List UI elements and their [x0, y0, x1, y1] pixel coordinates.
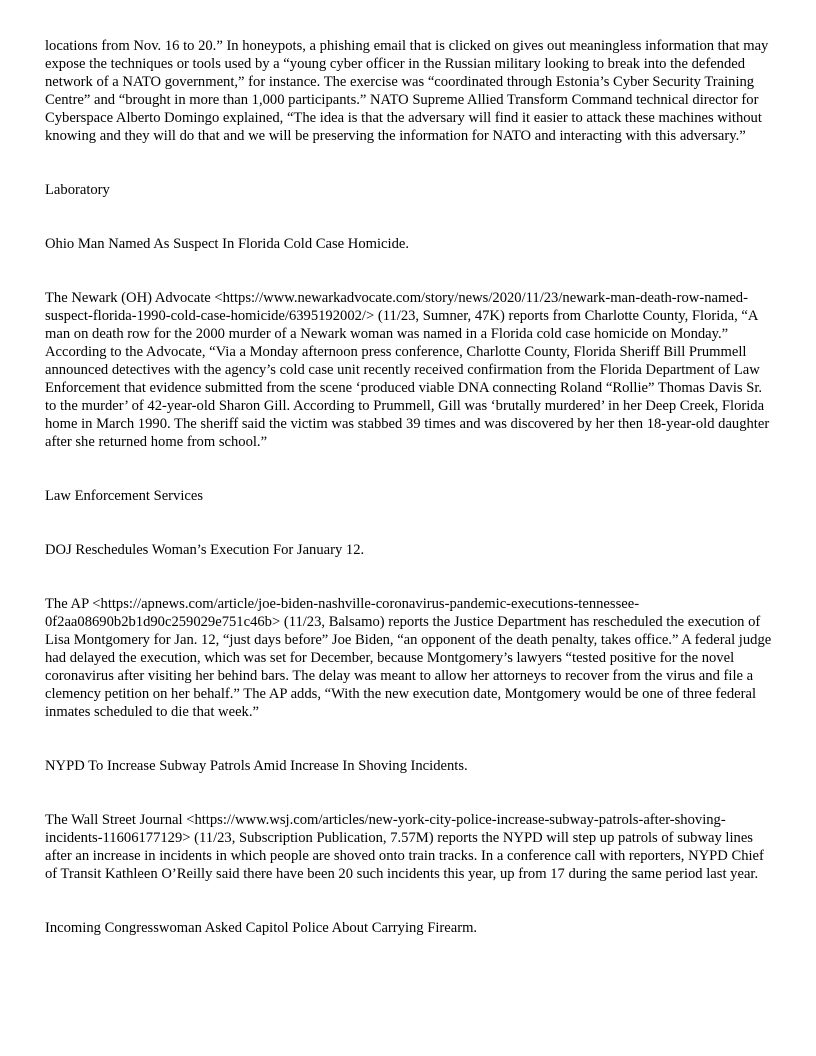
- section-heading-laboratory: Laboratory: [45, 182, 110, 198]
- article-headline-ohio-man: Ohio Man Named As Suspect In Florida Cold Case Homicide.: [45, 236, 409, 252]
- spacer: [45, 505, 775, 541]
- spacer: [45, 721, 775, 757]
- spacer: [45, 883, 775, 919]
- spacer: [45, 559, 775, 595]
- article-headline-nypd: NYPD To Increase Subway Patrols Amid Increase In Shoving Incidents.: [45, 758, 468, 774]
- section-heading-law-enforcement: Law Enforcement Services: [45, 488, 204, 504]
- document-page: [45, 37, 775, 937]
- article-paragraph-ap: The AP <https://apnews.com/article/joe-biden-nashville-coronavirus-pandemic-executions-tennessee-0f2aa08690b2b1d90c259029e751c46b> (11/23, Balsamo) reports the Justice Department has rescheduled the execution of Lisa Montgomery for Jan. 12, “just days before” Joe Biden, “an opponent of the death penalty, takes office.” A federal judge had delayed the execution, which was set for December, because Montgomery’s lawyers “tested positive for the novel coronavirus after visiting her behind bars. The delay was meant to allow her attorneys to recover from the virus and file a clemency petition on her behalf.” The AP adds, “With the new execution date, Montgomery would be one of three federal inmates scheduled to die that week.”: [45, 596, 772, 720]
- article-paragraph-wsj: The Wall Street Journal <https://www.wsj.com/articles/new-york-city-police-increase-subway-patrols-after-shoving-incidents-11606177129> (11/23, Subscription Publication, 7.57M) reports the NYPD will step up patrols of subway lines after an increase in incidents in which people are shoved onto train tracks. In a conference call with reporters, NYPD Chief of Transit Kathleen O’Reilly said there have been 20 such incidents this year, up from 17 during the same period last year.: [45, 812, 764, 882]
- article-headline-congresswoman: Incoming Congresswoman Asked Capitol Police About Carrying Firearm.: [45, 920, 478, 936]
- spacer: [45, 253, 775, 289]
- spacer: [45, 775, 775, 811]
- article-paragraph-honeypots: locations from Nov. 16 to 20.” In honeypots, a phishing email that is clicked on gives out meaningless information that may expose the techniques or tools used by a “young cyber officer in the Russian military looking to break into the defended network of a NATO government,” for instance. The exercise was “coordinated through Estonia’s Cyber Security Training Centre” and “brought in more than 1,000 participants.” NATO Supreme Allied Transform Command technical director for Cyberspace Alberto Domingo explained, “The idea is that the adversary will find it easier to attack these machines without knowing and they will do that and we will be preserving the information for NATO and interacting with this adversary.”: [45, 38, 769, 144]
- spacer: [45, 145, 775, 181]
- spacer: [45, 451, 775, 487]
- article-headline-doj-execution: DOJ Reschedules Woman’s Execution For January 12.: [45, 542, 365, 558]
- spacer: [45, 199, 775, 235]
- article-paragraph-newark-advocate: The Newark (OH) Advocate <https://www.newarkadvocate.com/story/news/2020/11/23/newark-man-death-row-named-suspect-florida-1990-cold-case-homicide/6395192002/> (11/23, Sumner, 47K) reports from Charlotte County, Florida, “A man on death row for the 2000 murder of a Newark woman was named in a Florida cold case homicide on Monday.” According to the Advocate, “Via a Monday afternoon press conference, Charlotte County, Florida Sheriff Bill Prummell announced detectives with the agency’s cold case unit recently received confirmation from the Florida Department of Law Enforcement that evidence submitted from the scene ‘produced viable DNA connecting Roland “Rollie” Thomas Davis Sr. to the murder’ of 42-year-old Sharon Gill. According to Prummell, Gill was ‘brutally murdered’ in her Deep Creek, Florida home in March 1990. The sheriff said the victim was stabbed 39 times and was discovered by her then 18-year-old daughter after she returned home from school.”: [45, 290, 770, 450]
